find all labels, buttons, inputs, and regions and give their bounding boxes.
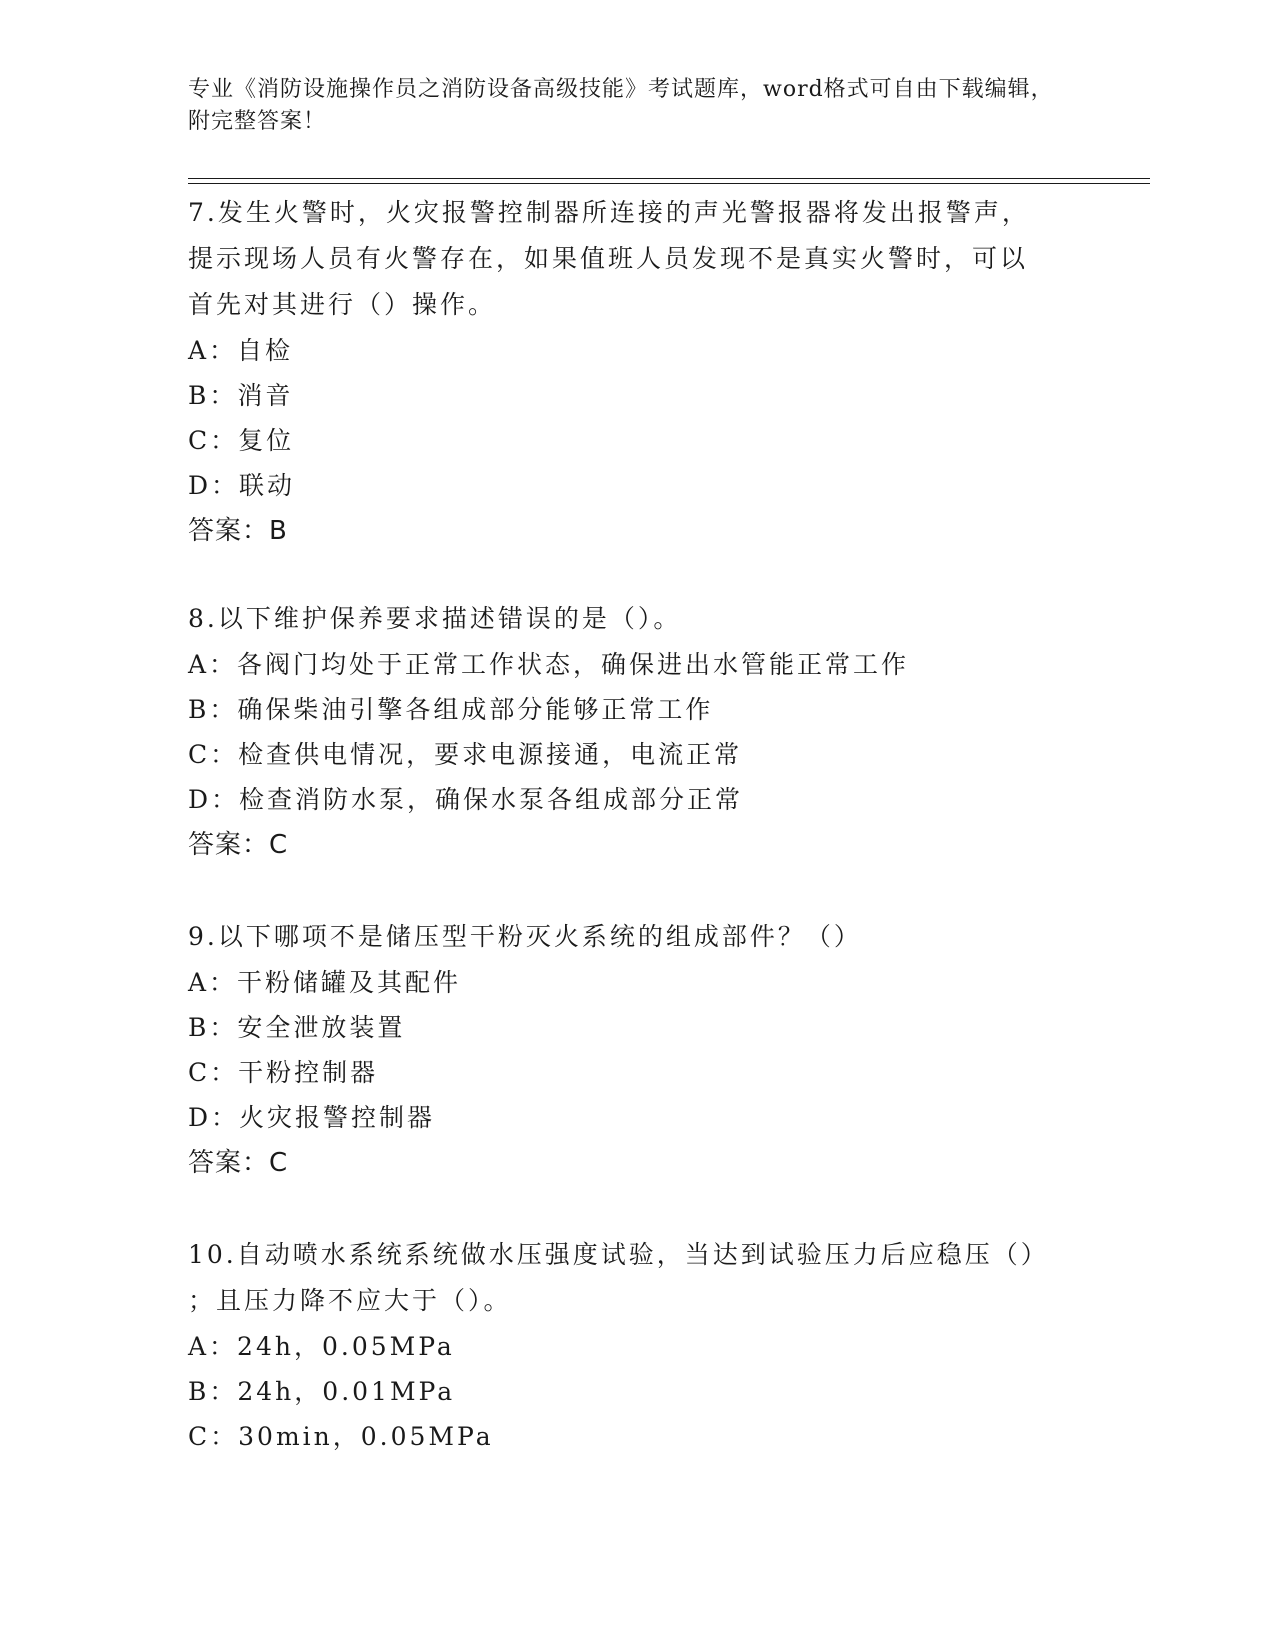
answer: 答案：C xyxy=(188,1148,289,1178)
question-stem-line: 首先对其进行（）操作。 xyxy=(188,290,497,319)
option-a: A：各阀门均处于正常工作状态，确保进出水管能正常工作 xyxy=(188,650,910,679)
question-stem-line: 8.以下维护保养要求描述错误的是（）。 xyxy=(188,604,682,633)
document-header xyxy=(188,74,1068,138)
option-d: D：检查消防水泵，确保水泵各组成部分正常 xyxy=(188,785,744,814)
question-9 xyxy=(188,914,1068,1186)
answer: 答案：B xyxy=(188,516,288,546)
option-c: C：检查供电情况，要求电源接通，电流正常 xyxy=(188,740,743,769)
option-d: D：火灾报警控制器 xyxy=(188,1103,436,1132)
header-divider-top xyxy=(188,178,1150,179)
header-text: 专业《消防设施操作员之消防设备高级技能》考试题库，word格式可自由下载编辑，附完整答案！ xyxy=(188,77,1054,134)
option-b: B：24h，0.01MPa xyxy=(188,1377,456,1406)
question-stem-line: 提示现场人员有火警存在，如果值班人员发现不是真实火警时，可以 xyxy=(188,244,1029,273)
question-stem-line: ；且压力降不应大于（）。 xyxy=(188,1286,512,1315)
question-8 xyxy=(188,596,1068,868)
question-stem-line: 7.发生火警时，火灾报警控制器所连接的声光警报器将发出报警声， xyxy=(188,198,1030,227)
question-stem-line: 9.以下哪项不是储压型干粉灭火系统的组成部件？（） xyxy=(188,922,862,951)
option-a: A：24h，0.05MPa xyxy=(188,1332,455,1361)
option-a: A：干粉储罐及其配件 xyxy=(188,968,462,997)
question-stem-line: 10.自动喷水系统系统做水压强度试验，当达到试验压力后应稳压（） xyxy=(188,1240,1049,1269)
option-c: C：30min，0.05MPa xyxy=(188,1422,494,1451)
option-c: C：干粉控制器 xyxy=(188,1058,379,1087)
option-d: D：联动 xyxy=(188,471,296,500)
option-b: B：确保柴油引擎各组成部分能够正常工作 xyxy=(188,695,714,724)
answer: 答案：C xyxy=(188,830,289,860)
question-10 xyxy=(188,1232,1068,1459)
option-b: B：消音 xyxy=(188,381,294,410)
question-7 xyxy=(188,190,1068,554)
option-c: C：复位 xyxy=(188,426,295,455)
header-divider-bottom xyxy=(188,183,1150,184)
option-a: A：自检 xyxy=(188,336,294,365)
option-b: B：安全泄放装置 xyxy=(188,1013,406,1042)
